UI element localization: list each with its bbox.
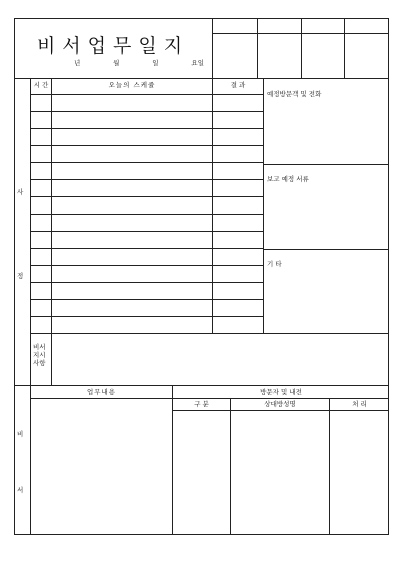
visitors-col-divider xyxy=(230,398,231,535)
border-bottom xyxy=(14,534,389,535)
approval-grid-line xyxy=(344,18,345,78)
approval-grid-left xyxy=(212,18,213,78)
instructions-label: 비서 지시 사항 xyxy=(33,343,46,368)
schedule-side-label-top: 사 xyxy=(17,188,24,196)
visitors-col-divider xyxy=(329,398,330,535)
header-separator xyxy=(14,78,389,79)
date-line xyxy=(74,58,204,67)
schedule-row-line xyxy=(30,265,264,266)
schedule-side-label-bottom: 정 xyxy=(17,272,24,280)
schedule-column-divider xyxy=(212,78,213,333)
sub-header-handling: 처 리 xyxy=(352,400,367,408)
schedule-row-line xyxy=(30,94,264,95)
misc-label: 기 타 xyxy=(267,260,282,268)
sub-header-counterpart: 상대방성명 xyxy=(264,400,296,408)
schedule-row-line xyxy=(30,299,264,300)
time-column-divider xyxy=(51,78,52,333)
approval-grid-line xyxy=(257,18,258,78)
visitors-subheader-line xyxy=(172,410,389,411)
date-day-label: 일 xyxy=(152,59,159,67)
sub-header-category: 구 분 xyxy=(194,400,209,408)
schedule-row-line xyxy=(30,162,264,163)
border-top xyxy=(14,18,389,19)
col-header-visitors: 방문자 및 내전 xyxy=(260,388,302,396)
tasks-header-line xyxy=(30,398,389,399)
reports-label: 보고 예정 서류 xyxy=(267,175,309,183)
visitors-calls-label: 예정방문객 및 전화 xyxy=(267,90,322,98)
result-column-divider xyxy=(263,78,264,333)
instructions-top-line xyxy=(30,333,389,334)
schedule-row-line xyxy=(30,282,264,283)
schedule-row-line xyxy=(30,248,264,249)
border-left xyxy=(14,18,15,535)
schedule-row-line xyxy=(30,128,264,129)
col-header-result: 결 과 xyxy=(230,81,246,89)
notes-divider xyxy=(263,249,389,250)
approval-grid-line xyxy=(301,18,302,78)
schedule-row-line xyxy=(30,214,264,215)
section-separator xyxy=(14,385,389,386)
schedule-row-line xyxy=(30,179,264,180)
schedule-row-line xyxy=(30,316,264,317)
secretary-work-log-form xyxy=(14,18,389,535)
schedule-row-line xyxy=(30,231,264,232)
date-month-label: 월 xyxy=(113,59,120,67)
tasks-side-label-bottom: 서 xyxy=(17,486,24,494)
notes-divider xyxy=(263,164,389,165)
schedule-row-line xyxy=(30,196,264,197)
schedule-row-line xyxy=(30,145,264,146)
instructions-label-divider xyxy=(51,333,52,385)
border-right xyxy=(388,18,389,535)
date-year-label: 년 xyxy=(74,59,81,67)
col-header-work: 업무내용 xyxy=(86,388,117,396)
date-weekday-label: 요일 xyxy=(191,59,204,67)
page-title: 비서업무일지 xyxy=(36,35,190,57)
col-header-schedule: 오늘의 스케쥴 xyxy=(108,81,156,89)
tasks-side-divider xyxy=(30,385,31,535)
tasks-side-label-top: 비 xyxy=(17,430,24,438)
schedule-row-line xyxy=(30,111,264,112)
col-header-time: 시 간 xyxy=(33,81,49,89)
